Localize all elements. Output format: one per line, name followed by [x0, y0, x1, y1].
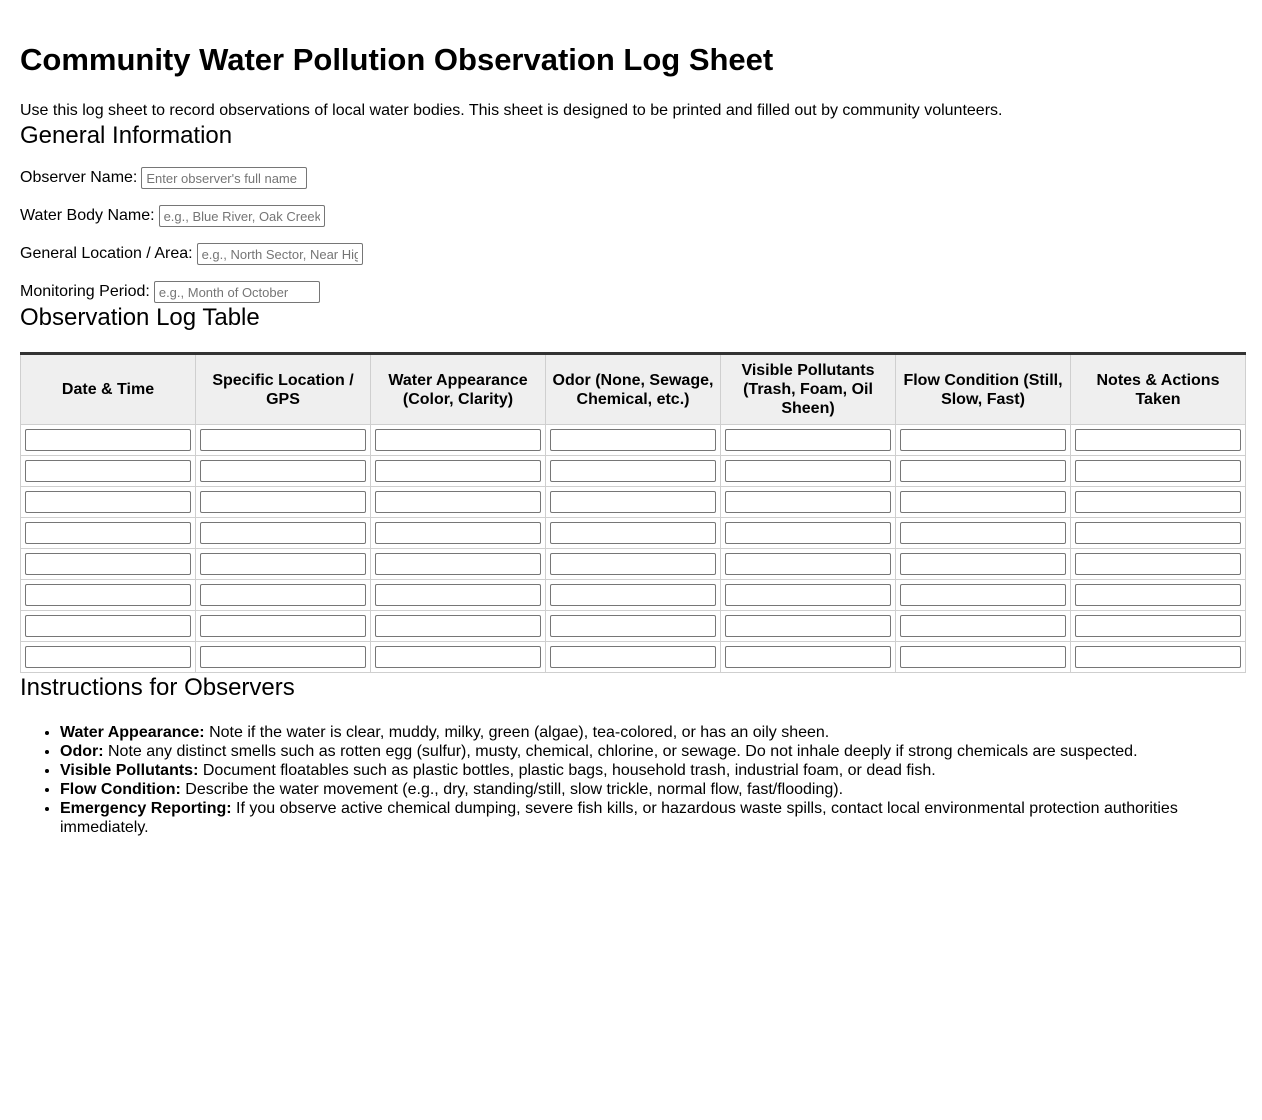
instructions-list	[20, 723, 1210, 837]
log-cell-input[interactable]	[550, 491, 716, 513]
log-cell-input[interactable]	[550, 615, 716, 637]
table-cell	[1071, 456, 1246, 487]
log-cell-input[interactable]	[375, 460, 541, 482]
log-cell-input[interactable]	[25, 429, 191, 451]
page-title: Community Water Pollution Observation Log Sheet	[20, 42, 774, 77]
log-cell-input[interactable]	[1075, 429, 1241, 451]
water-body-name-input[interactable]	[159, 205, 325, 227]
log-cell-input[interactable]	[550, 646, 716, 668]
observation-log-table	[20, 352, 1246, 673]
table-cell	[371, 580, 546, 611]
instructions-heading: Instructions for Observers	[20, 674, 295, 701]
table-cell	[21, 425, 196, 456]
table-cell	[21, 549, 196, 580]
instruction-term: Flow Condition:	[60, 781, 181, 798]
table-cell	[721, 549, 896, 580]
table-cell	[21, 456, 196, 487]
log-cell-input[interactable]	[550, 429, 716, 451]
col-header-water-appearance: Water Appearance (Color, Clarity)	[371, 354, 546, 425]
table-cell	[721, 611, 896, 642]
log-cell-input[interactable]	[725, 584, 891, 606]
log-cell-input[interactable]	[900, 615, 1066, 637]
log-cell-input[interactable]	[1075, 615, 1241, 637]
log-cell-input[interactable]	[375, 522, 541, 544]
log-cell-input[interactable]	[1075, 460, 1241, 482]
table-cell	[546, 580, 721, 611]
table-cell	[721, 456, 896, 487]
intro-text: Use this log sheet to record observations of local water bodies. This sheet is designed to be printed and filled out by community volunteers.	[20, 102, 1003, 119]
log-cell-input[interactable]	[725, 429, 891, 451]
table-cell	[546, 611, 721, 642]
table-cell	[371, 487, 546, 518]
log-cell-input[interactable]	[725, 460, 891, 482]
instruction-term: Visible Pollutants:	[60, 762, 199, 779]
table-cell	[371, 642, 546, 673]
table-cell	[896, 456, 1071, 487]
instruction-text: Document floatables such as plastic bottles, plastic bags, household trash, industrial foam, or dead fish.	[198, 762, 936, 779]
table-cell	[196, 642, 371, 673]
monitoring-period-row	[20, 281, 1246, 303]
log-cell-input[interactable]	[200, 553, 366, 575]
log-cell-input[interactable]	[375, 615, 541, 637]
table-cell	[371, 611, 546, 642]
log-cell-input[interactable]	[725, 522, 891, 544]
table-cell	[896, 549, 1071, 580]
log-cell-input[interactable]	[375, 584, 541, 606]
table-cell	[896, 580, 1071, 611]
general-location-input[interactable]	[197, 243, 363, 265]
observer-name-input[interactable]	[141, 167, 307, 189]
log-cell-input[interactable]	[725, 491, 891, 513]
log-cell-input[interactable]	[900, 460, 1066, 482]
log-cell-input[interactable]	[1075, 584, 1241, 606]
table-cell	[21, 580, 196, 611]
table-cell	[896, 425, 1071, 456]
table-cell	[546, 642, 721, 673]
log-cell-input[interactable]	[200, 460, 366, 482]
list-item	[60, 723, 1210, 742]
log-cell-input[interactable]	[375, 491, 541, 513]
table-cell	[546, 518, 721, 549]
table-cell	[196, 487, 371, 518]
log-cell-input[interactable]	[900, 491, 1066, 513]
table-cell	[721, 642, 896, 673]
log-cell-input[interactable]	[550, 553, 716, 575]
log-cell-input[interactable]	[200, 522, 366, 544]
instruction-text: Note if the water is clear, muddy, milky, green (algae), tea-colored, or has an oily sheen.	[204, 724, 830, 741]
log-cell-input[interactable]	[200, 491, 366, 513]
table-cell	[1071, 425, 1246, 456]
table-cell	[196, 456, 371, 487]
log-cell-input[interactable]	[200, 429, 366, 451]
table-row	[21, 425, 1246, 456]
log-cell-input[interactable]	[1075, 646, 1241, 668]
log-cell-input[interactable]	[550, 460, 716, 482]
table-cell	[1071, 611, 1246, 642]
instruction-term: Water Appearance:	[60, 724, 205, 741]
col-header-visible-pollutants: Visible Pollutants (Trash, Foam, Oil Sheen)	[721, 354, 896, 425]
list-item	[60, 761, 1210, 780]
table-cell	[21, 487, 196, 518]
log-cell-input[interactable]	[25, 615, 191, 637]
table-cell	[371, 456, 546, 487]
table-cell	[196, 425, 371, 456]
log-cell-input[interactable]	[1075, 522, 1241, 544]
table-row	[21, 549, 1246, 580]
log-cell-input[interactable]	[200, 646, 366, 668]
instruction-text: If you observe active chemical dumping, severe fish kills, or hazardous waste spills, contact local environmental protection authorities immediately.	[60, 800, 1178, 836]
log-cell-input[interactable]	[725, 553, 891, 575]
log-cell-input[interactable]	[900, 646, 1066, 668]
log-cell-input[interactable]	[1075, 553, 1241, 575]
observer-name-label: Observer Name:	[20, 169, 138, 186]
table-cell	[196, 518, 371, 549]
table-cell	[371, 549, 546, 580]
log-cell-input[interactable]	[25, 491, 191, 513]
table-cell	[1071, 549, 1246, 580]
general-location-label: General Location / Area:	[20, 245, 193, 262]
col-header-notes: Notes & Actions Taken	[1071, 354, 1246, 425]
table-cell	[896, 518, 1071, 549]
table-cell	[21, 642, 196, 673]
table-cell	[896, 611, 1071, 642]
col-header-date-time: Date & Time	[21, 354, 196, 425]
table-cell	[546, 549, 721, 580]
table-cell	[721, 518, 896, 549]
table-cell	[196, 611, 371, 642]
water-body-name-row	[20, 205, 1246, 227]
log-cell-input[interactable]	[25, 646, 191, 668]
table-cell	[1071, 518, 1246, 549]
log-cell-input[interactable]	[550, 584, 716, 606]
list-item	[60, 742, 1210, 761]
table-cell	[371, 518, 546, 549]
col-header-location: Specific Location / GPS	[196, 354, 371, 425]
instruction-text: Describe the water movement (e.g., dry, standing/still, slow trickle, normal flow, fast/flooding).	[180, 781, 844, 798]
log-cell-input[interactable]	[25, 553, 191, 575]
col-header-flow-condition: Flow Condition (Still, Slow, Fast)	[896, 354, 1071, 425]
table-cell	[721, 580, 896, 611]
log-cell-input[interactable]	[200, 615, 366, 637]
table-cell	[546, 425, 721, 456]
list-item	[60, 780, 1210, 799]
list-item	[60, 799, 1210, 837]
log-cell-input[interactable]	[25, 584, 191, 606]
log-cell-input[interactable]	[375, 646, 541, 668]
log-cell-input[interactable]	[725, 615, 891, 637]
table-cell	[196, 580, 371, 611]
general-location-row	[20, 243, 1246, 265]
table-cell	[1071, 487, 1246, 518]
monitoring-period-input[interactable]	[154, 281, 320, 303]
table-row	[21, 487, 1246, 518]
table-cell	[546, 487, 721, 518]
table-cell	[21, 518, 196, 549]
log-cell-input[interactable]	[375, 429, 541, 451]
table-row	[21, 580, 1246, 611]
log-cell-input[interactable]	[900, 429, 1066, 451]
monitoring-period-label: Monitoring Period:	[20, 283, 150, 300]
table-cell	[896, 642, 1071, 673]
table-body	[21, 425, 1246, 673]
log-cell-input[interactable]	[200, 584, 366, 606]
table-cell	[721, 487, 896, 518]
water-body-name-label: Water Body Name:	[20, 207, 155, 224]
instruction-text: Note any distinct smells such as rotten egg (sulfur), musty, chemical, chlorine, or sewage. Do not inhale deeply if strong chemicals are suspected.	[103, 743, 1138, 760]
log-cell-input[interactable]	[900, 584, 1066, 606]
table-row	[21, 456, 1246, 487]
log-cell-input[interactable]	[375, 553, 541, 575]
table-row	[21, 642, 1246, 673]
log-cell-input[interactable]	[25, 460, 191, 482]
table-header-row	[21, 354, 1246, 425]
log-cell-input[interactable]	[900, 522, 1066, 544]
table-cell	[1071, 580, 1246, 611]
col-header-odor: Odor (None, Sewage, Chemical, etc.)	[546, 354, 721, 425]
table-cell	[546, 456, 721, 487]
table-cell	[371, 425, 546, 456]
log-cell-input[interactable]	[725, 646, 891, 668]
log-cell-input[interactable]	[1075, 491, 1241, 513]
table-row	[21, 518, 1246, 549]
observation-log-heading: Observation Log Table	[20, 304, 260, 331]
instruction-term: Odor:	[60, 743, 104, 760]
log-cell-input[interactable]	[900, 553, 1066, 575]
table-row	[21, 611, 1246, 642]
instruction-term: Emergency Reporting:	[60, 800, 232, 817]
table-cell	[896, 487, 1071, 518]
general-info-heading: General Information	[20, 122, 233, 149]
table-cell	[196, 549, 371, 580]
table-cell	[1071, 642, 1246, 673]
log-cell-input[interactable]	[550, 522, 716, 544]
observer-name-row	[20, 167, 1246, 189]
log-cell-input[interactable]	[25, 522, 191, 544]
table-cell	[21, 611, 196, 642]
table-cell	[721, 425, 896, 456]
